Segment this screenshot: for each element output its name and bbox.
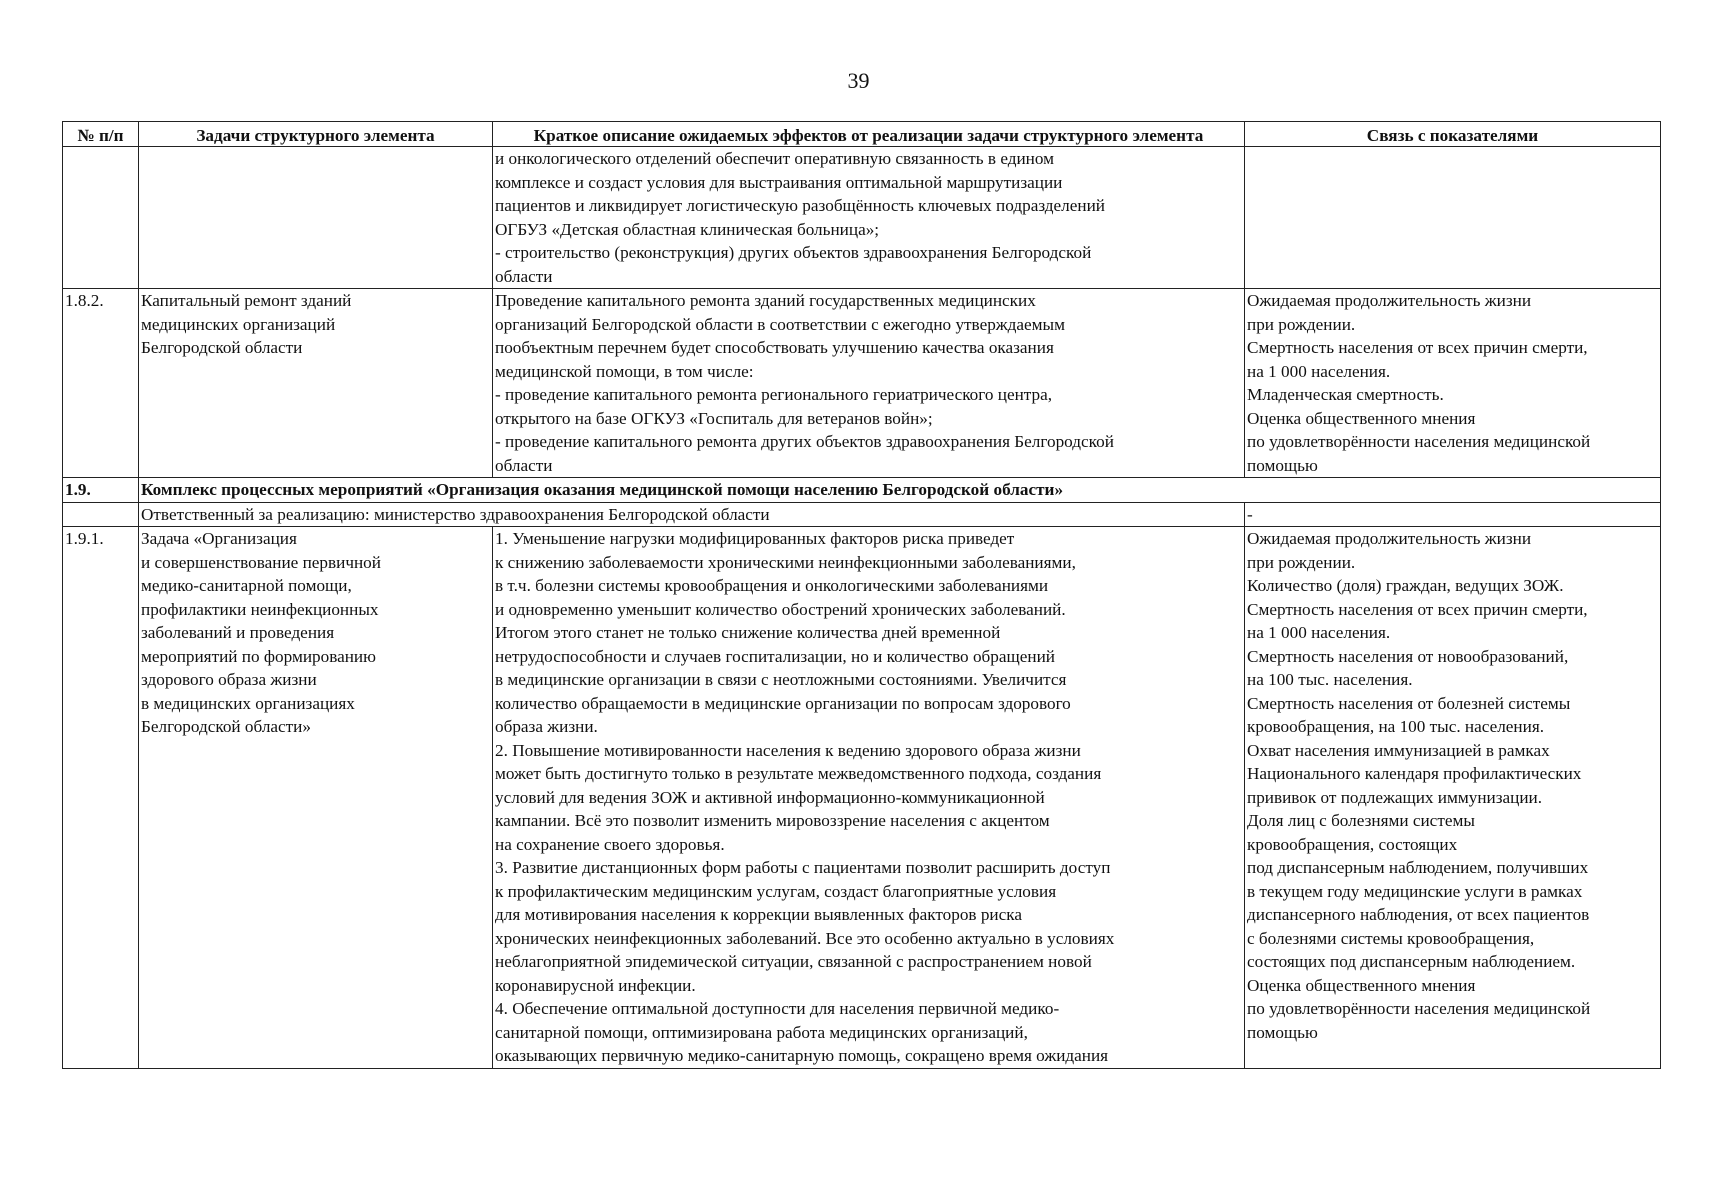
text-line: Задача «Организация xyxy=(141,529,297,548)
text-line: в текущем году медицинские услуги в рамках xyxy=(1247,881,1583,901)
text-line: Итогом этого станет не только снижение количества дней временной xyxy=(495,623,1001,642)
text-line: и одновременно уменьшит количество обострений хронических заболеваний. xyxy=(495,599,1066,619)
table-header-row xyxy=(63,122,1661,147)
text-line: кампании. Всё это позволит изменить мировоззрение населения с акцентом xyxy=(495,811,1050,830)
text-line: в медицинских организациях xyxy=(141,693,355,713)
text-line: санитарной помощи, оптимизирована работа медицинских организаций, xyxy=(495,1022,1028,1042)
text-line: Национального календаря профилактических xyxy=(1247,764,1582,783)
text-line: Охват населения иммунизацией в рамках xyxy=(1247,740,1550,760)
text-line: и онкологического отделений обеспечит оперативную связанность в едином xyxy=(495,149,1055,168)
text-line: на сохранение своего здоровья. xyxy=(495,834,725,854)
text-line: - проведение капитального ремонта регионального гериатрического центра, xyxy=(495,385,1053,404)
text-line: области xyxy=(495,455,553,475)
measures-table xyxy=(62,121,1661,1069)
text-line: по удовлетворённости населения медицинской xyxy=(1247,432,1591,451)
row-effects xyxy=(493,527,1245,1069)
text-line: Смертность населения от болезней системы xyxy=(1247,693,1571,713)
header-indicators: Связь с показателями xyxy=(1245,122,1661,147)
text-line: помощью xyxy=(1247,1022,1318,1042)
text-line: кровообращения, состоящих xyxy=(1247,834,1458,854)
row-num: 1.8.2. xyxy=(63,289,139,478)
text-line: Доля лиц с болезнями системы xyxy=(1247,811,1475,830)
text-line: - строительство (реконструкция) других объектов здравоохранения Белгородской xyxy=(495,243,1092,262)
text-line: при рождении. xyxy=(1247,552,1356,572)
text-line: Смертность населения от всех причин смерти, xyxy=(1247,599,1588,619)
header-task: Задачи структурного элемента xyxy=(139,122,493,147)
text-line: области xyxy=(495,266,553,286)
text-line: нетрудоспособности и случаев госпитализации, но и количество обращений xyxy=(495,646,1055,666)
table-row xyxy=(63,147,1661,289)
text-line: прививок от подлежащих иммунизации. xyxy=(1247,787,1543,807)
row-task xyxy=(139,147,493,289)
header-effects: Краткое описание ожидаемых эффектов от реализации задачи структурного элемента xyxy=(493,122,1245,147)
text-line: профилактики неинфекционных xyxy=(141,599,379,619)
page-number: 39 xyxy=(847,68,870,93)
responsible-text: Ответственный за реализацию: министерство здравоохранения Белгородской области xyxy=(139,502,1245,527)
text-line: 2. Повышение мотивированности населения к ведению здорового образа жизни xyxy=(495,740,1081,760)
text-line: диспансерного наблюдения, от всех пациентов xyxy=(1247,905,1590,924)
text-line: Оценка общественного мнения xyxy=(1247,408,1476,428)
text-line: в медицинские организации в связи с неотложными состояниями. Увеличится xyxy=(495,670,1067,689)
text-line: под диспансерным наблюдением, получивших xyxy=(1247,858,1589,877)
text-line: открытого на базе ОГКУЗ «Госпиталь для ветеранов войн»; xyxy=(495,408,933,428)
text-line: 3. Развитие дистанционных форм работы с пациентами позволит расширить доступ xyxy=(495,858,1111,877)
text-line: в т.ч. болезни системы кровообращения и онкологическими заболеваниями xyxy=(495,576,1049,595)
text-line: Белгородской области» xyxy=(141,717,311,736)
responsible-num-cell xyxy=(63,502,139,527)
row-indicators xyxy=(1245,289,1661,478)
text-line: комплексе и создаст условия для выстраивания оптимальной маршрутизации xyxy=(495,172,1063,192)
row-num: 1.9.1. xyxy=(63,527,139,1069)
text-line: заболеваний и проведения xyxy=(141,623,335,642)
text-line: - проведение капитального ремонта других объектов здравоохранения Белгородской xyxy=(495,432,1114,451)
row-effects xyxy=(493,147,1245,289)
section-num: 1.9. xyxy=(63,478,139,503)
text-line: 4. Обеспечение оптимальной доступности для населения первичной медико- xyxy=(495,999,1060,1018)
text-line: Ожидаемая продолжительность жизни xyxy=(1247,291,1532,310)
text-line: к профилактическим медицинским услугам, создаст благоприятные условия xyxy=(495,881,1057,901)
table-row xyxy=(63,527,1661,1069)
text-line: здорового образа жизни xyxy=(141,670,317,689)
text-line: на 1 000 населения. xyxy=(1247,623,1391,642)
row-indicators xyxy=(1245,147,1661,289)
text-line: условий для ведения ЗОЖ и активной информационно-коммуникационной xyxy=(495,787,1045,807)
text-line: состоящих под диспансерным наблюдением. xyxy=(1247,952,1576,971)
text-line: на 1 000 населения. xyxy=(1247,361,1391,381)
text-line: при рождении. xyxy=(1247,314,1356,334)
text-line: мероприятий по формированию xyxy=(141,646,376,666)
text-line: Смертность населения от новообразований, xyxy=(1247,646,1569,666)
text-line: кровообращения, на 100 тыс. населения. xyxy=(1247,717,1545,736)
text-line: Младенческая смертность. xyxy=(1247,385,1444,404)
text-line: Смертность населения от всех причин смерти, xyxy=(1247,338,1588,357)
table-row xyxy=(63,289,1661,478)
row-num xyxy=(63,147,139,289)
text-line: Оценка общественного мнения xyxy=(1247,975,1476,995)
text-line: неблагоприятной эпидемической ситуации, связанной с распространением новой xyxy=(495,952,1092,971)
text-line: может быть достигнуто только в результате межведомственного подхода, создания xyxy=(495,764,1102,783)
text-line: Капитальный ремонт зданий xyxy=(141,291,352,310)
responsible-row xyxy=(63,502,1661,527)
section-row xyxy=(63,478,1661,503)
row-task xyxy=(139,527,493,1069)
text-line: медико-санитарной помощи, xyxy=(141,576,352,595)
row-task xyxy=(139,289,493,478)
text-line: хронических неинфекционных заболеваний. Все это особенно актуально в условиях xyxy=(495,928,1115,948)
responsible-indicator: - xyxy=(1245,502,1661,527)
text-line: помощью xyxy=(1247,455,1318,475)
text-line: медицинской помощи, в том числе: xyxy=(495,361,754,381)
text-line: Ожидаемая продолжительность жизни xyxy=(1247,529,1532,548)
text-line: оказывающих первичную медико-санитарную помощь, сокращено время ожидания xyxy=(495,1046,1109,1065)
text-line: с болезнями системы кровообращения, xyxy=(1247,928,1535,948)
text-line: количество обращаемости в медицинские организации по вопросам здорового xyxy=(495,693,1071,713)
text-line: организаций Белгородской области в соответствии с ежегодно утверждаемым xyxy=(495,314,1065,334)
text-line: по удовлетворённости населения медицинской xyxy=(1247,999,1591,1018)
row-indicators xyxy=(1245,527,1661,1069)
section-title: Комплекс процессных мероприятий «Организация оказания медицинской помощи населению Белгородской области» xyxy=(139,478,1661,503)
text-line: Количество (доля) граждан, ведущих ЗОЖ. xyxy=(1247,576,1564,595)
text-line: и совершенствование первичной xyxy=(141,552,381,572)
text-line: образа жизни. xyxy=(495,717,598,736)
text-line: медицинских организаций xyxy=(141,314,336,334)
text-line: Белгородской области xyxy=(141,338,303,357)
row-effects xyxy=(493,289,1245,478)
text-line: ОГБУЗ «Детская областная клиническая больница»; xyxy=(495,219,880,239)
text-line: для мотивирования населения к коррекции выявленных факторов риска xyxy=(495,905,1022,924)
text-line: на 100 тыс. населения. xyxy=(1247,670,1413,689)
text-line: Проведение капитального ремонта зданий государственных медицинских xyxy=(495,291,1036,310)
text-line: пообъектным перечнем будет способствовать улучшению качества оказания xyxy=(495,338,1054,357)
text-line: к снижению заболеваемости хроническими неинфекционными заболеваниями, xyxy=(495,552,1076,572)
text-line: 1. Уменьшение нагрузки модифицированных факторов риска приведет xyxy=(495,529,1015,548)
header-num: № п/п xyxy=(63,122,139,147)
text-line: пациентов и ликвидирует логистическую разобщённость ключевых подразделений xyxy=(495,196,1105,215)
text-line: коронавирусной инфекции. xyxy=(495,975,696,995)
